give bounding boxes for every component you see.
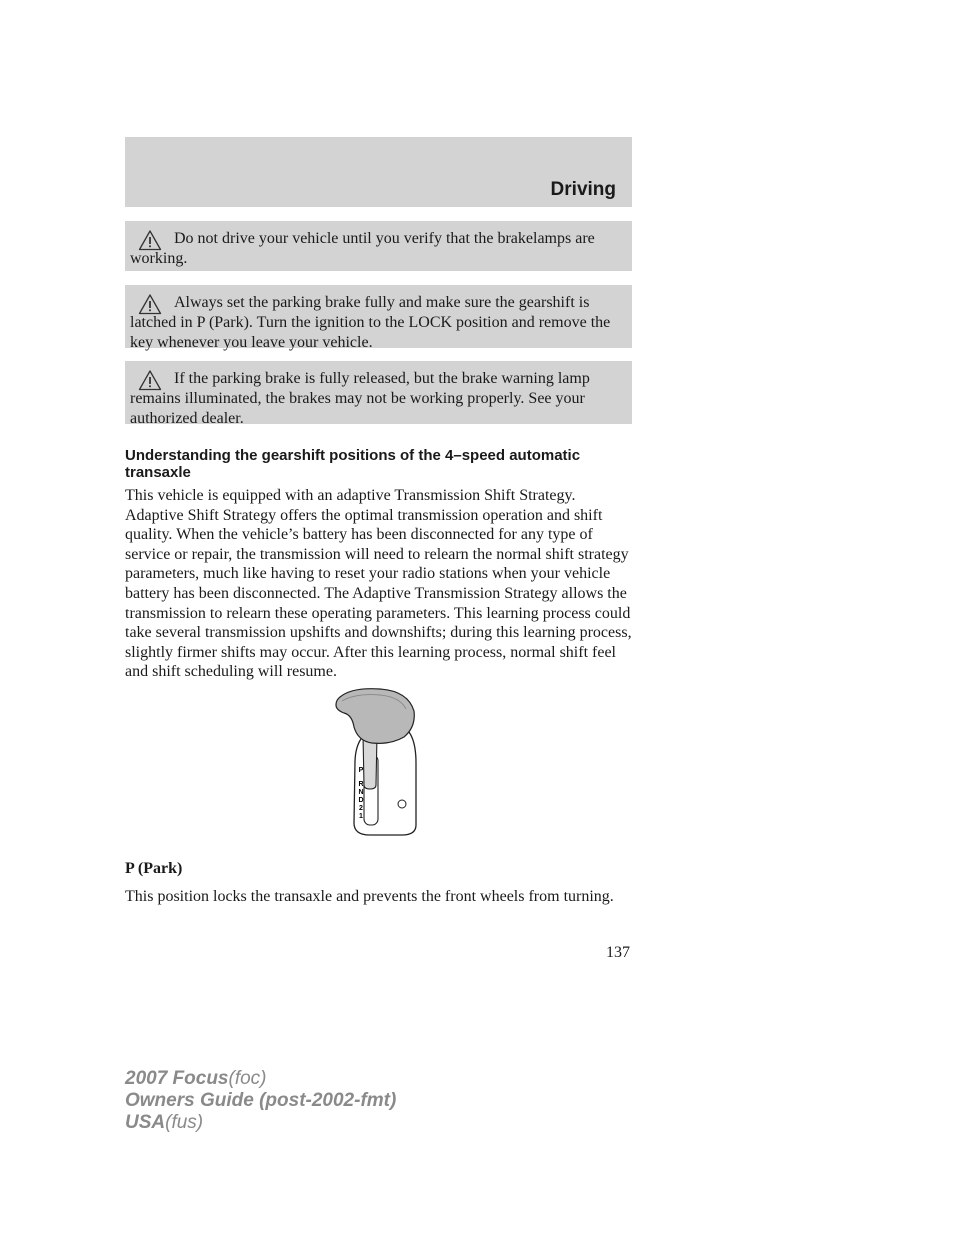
park-text: This position locks the transaxle and prevents the front wheels from turning. — [125, 888, 614, 905]
section-header-band — [125, 137, 632, 207]
warning-box-brakelamps — [125, 221, 632, 271]
warning-text: If the parking brake is fully released, but the brake warning lamp remains illuminated, the brakes may not be working properly. See your authorized dealer. — [130, 370, 590, 427]
warning-box-parking-brake — [125, 285, 632, 351]
warning-box-brake-lamp — [125, 361, 632, 427]
gearshift-knob — [336, 689, 414, 744]
page-number: 137 — [606, 944, 630, 961]
footer-line-3: USA(fus) — [125, 1112, 204, 1133]
document-footer — [125, 1068, 396, 1134]
warning-text: Always set the parking brake fully and make sure the gearshift is latched in P (Park). Turn the ignition to the LOCK position and remove the key whenever you leave your vehicle. — [130, 294, 611, 351]
warning-triangle-icon — [138, 229, 162, 251]
footer-line-2: Owners Guide (post-2002-fmt) — [125, 1090, 397, 1111]
section-title: Driving — [550, 179, 616, 200]
gear-label-p: P — [358, 767, 364, 774]
gear-label-n: N — [358, 789, 364, 796]
gear-label-1: 1 — [359, 813, 363, 820]
gear-label-2: 2 — [359, 805, 363, 812]
warning-triangle-icon — [138, 369, 162, 391]
warning-text: Do not drive your vehicle until you verify that the brakelamps are working. — [130, 230, 595, 267]
gearshift-illustration — [330, 683, 430, 843]
park-heading: P (Park) — [125, 860, 183, 877]
body-paragraph: This vehicle is equipped with an adaptive Transmission Shift Strategy. Adaptive Shift Strategy offers the optimal transmission operation and shift quality. When the vehicle’s battery has been disconnected for any type of service or repair, the transmission will need to relearn the normal shift strategy parameters, much like having to reset your radio stations when your vehicle battery has been disconnected. The Adaptive Transmission Strategy allows the transmission to relearn these operating parameters. This learning process could take several transmission upshifts and downshifts; during this learning process, slightly firmer shifts may occur. After this learning process, normal shift feel and shift scheduling will resume. — [125, 487, 632, 681]
footer-line-1: 2007 Focus(foc) — [125, 1068, 267, 1089]
section-heading: Understanding the gearshift positions of the 4–speed automatic transaxle — [125, 447, 581, 481]
gear-label-d: D — [358, 797, 364, 804]
gear-label-r: R — [358, 781, 364, 788]
warning-triangle-icon — [138, 293, 162, 315]
